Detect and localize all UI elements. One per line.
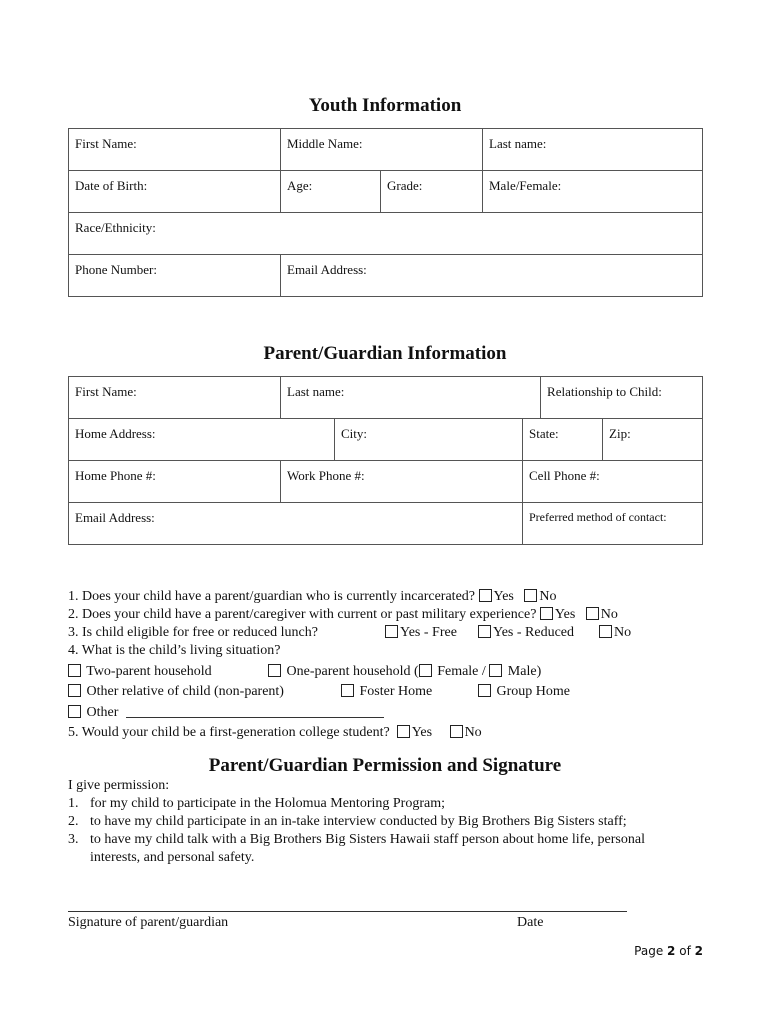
q4-female-label: Female / [437, 664, 486, 679]
page-indicator [634, 944, 703, 958]
q4-male-checkbox[interactable] [489, 664, 502, 677]
question-5 [68, 724, 482, 741]
question-4-text: 4. What is the child’s living situation? [68, 643, 281, 658]
q4-row-2 [68, 683, 668, 700]
parent-first-name-field[interactable]: First Name: [69, 377, 281, 419]
youth-first-name-field[interactable]: First Name: [69, 129, 281, 171]
question-3-text: 3. Is child eligible for free or reduced lunch? [68, 625, 318, 640]
parent-last-name-field[interactable]: Last name: [281, 377, 541, 419]
q3-free-checkbox[interactable] [385, 625, 398, 638]
q4-foster-checkbox[interactable] [341, 684, 354, 697]
q1-no-label: No [539, 589, 557, 604]
q5-yes-label: Yes [411, 725, 433, 740]
permission-item-3 [68, 831, 645, 849]
q4-group-checkbox[interactable] [478, 684, 491, 697]
q4-row-1 [68, 663, 668, 680]
page-word: Page [634, 944, 664, 958]
q3-no-label: No [614, 625, 632, 640]
parent-cell-phone-field[interactable]: Cell Phone #: [523, 461, 703, 503]
parent-info-table [68, 376, 703, 545]
permission-intro: I give permission: [68, 778, 170, 793]
signature-label: Signature of parent/guardian [68, 915, 229, 930]
q4-row-3 [68, 704, 118, 721]
permission-item-3-continued: interests, and personal safety. [90, 850, 255, 865]
q2-no-label: No [600, 607, 618, 622]
question-5-text: 5. Would your child be a first-generation college student? [68, 725, 390, 740]
q4-one-parent-checkbox[interactable] [268, 664, 281, 677]
q1-yes-label: Yes [493, 589, 514, 604]
question-2-text: 2. Does your child have a parent/caregiver with current or past military experience? [68, 607, 537, 622]
permission-item-text: for my child to participate in the Holomua Mentoring Program; [90, 796, 445, 811]
youth-email-field[interactable]: Email Address: [281, 255, 703, 297]
youth-race-field[interactable]: Race/Ethnicity: [69, 213, 703, 255]
q2-no-checkbox[interactable] [586, 607, 599, 620]
q4-other-relative-checkbox[interactable] [68, 684, 81, 697]
parent-work-phone-field[interactable]: Work Phone #: [281, 461, 523, 503]
q3-free-label: Yes - Free [400, 625, 457, 640]
parent-city-field[interactable]: City: [335, 419, 523, 461]
question-1-text: 1. Does your child have a parent/guardian who is currently incarcerated? [68, 589, 475, 604]
parent-preferred-contact-field[interactable]: Preferred method of contact: [523, 503, 703, 545]
q1-yes-checkbox[interactable] [479, 589, 492, 602]
question-2 [68, 606, 618, 623]
q3-reduced-checkbox[interactable] [478, 625, 491, 638]
parent-address-field[interactable]: Home Address: [69, 419, 335, 461]
youth-info-table [68, 128, 703, 297]
date-label: Date [517, 915, 544, 930]
q4-two-parent-checkbox[interactable] [68, 664, 81, 677]
q4-group-label: Group Home [496, 684, 570, 699]
signature-line[interactable] [68, 898, 627, 912]
youth-phone-field[interactable]: Phone Number: [69, 255, 281, 297]
youth-dob-field[interactable]: Date of Birth: [69, 171, 281, 213]
permission-item-number: 3. [68, 832, 79, 847]
permission-item-2 [68, 813, 627, 831]
youth-sex-field[interactable]: Male/Female: [483, 171, 703, 213]
q2-yes-checkbox[interactable] [540, 607, 553, 620]
permission-item-text: to have my child talk with a Big Brothers Big Sisters Hawaii staff person about home life, personal [90, 832, 645, 847]
q5-yes-checkbox[interactable] [397, 725, 410, 738]
q4-female-checkbox[interactable] [419, 664, 432, 677]
q4-two-parent-label: Two-parent household [86, 664, 212, 679]
youth-grade-field[interactable]: Grade: [381, 171, 483, 213]
q4-other-checkbox[interactable] [68, 705, 81, 718]
youth-info-heading: Youth Information [308, 95, 462, 116]
parent-email-field[interactable]: Email Address: [69, 503, 523, 545]
q3-reduced-label: Yes - Reduced [493, 625, 575, 640]
parent-info-heading: Parent/Guardian Information [263, 343, 507, 364]
permission-item-text: to have my child participate in an in-take interview conducted by Big Brothers Big Sisters staff; [90, 814, 627, 829]
youth-middle-name-field[interactable]: Middle Name: [281, 129, 483, 171]
permission-item-number: 1. [68, 796, 79, 811]
parent-zip-field[interactable]: Zip: [603, 419, 703, 461]
q4-other-line[interactable] [126, 702, 384, 718]
question-3 [68, 624, 668, 641]
youth-last-name-field[interactable]: Last name: [483, 129, 703, 171]
permission-item-number: 2. [68, 814, 79, 829]
q1-no-checkbox[interactable] [524, 589, 537, 602]
parent-relationship-field[interactable]: Relationship to Child: [541, 377, 703, 419]
total-pages-number: 2 [694, 944, 703, 958]
q4-one-parent-label: One-parent household ( [286, 664, 419, 679]
parent-state-field[interactable]: State: [523, 419, 603, 461]
q4-other-label: Other [86, 705, 119, 720]
youth-age-field[interactable]: Age: [281, 171, 381, 213]
parent-home-phone-field[interactable]: Home Phone #: [69, 461, 281, 503]
q5-no-label: No [464, 725, 482, 740]
q3-no-checkbox[interactable] [599, 625, 612, 638]
of-word: of [679, 944, 691, 958]
q5-no-checkbox[interactable] [450, 725, 463, 738]
q4-foster-label: Foster Home [359, 684, 433, 699]
q4-male-label: Male) [507, 664, 542, 679]
q2-yes-label: Yes [554, 607, 576, 622]
permission-heading: Parent/Guardian Permission and Signature [208, 755, 562, 776]
permission-item-1 [68, 795, 445, 813]
q4-other-relative-label: Other relative of child (non-parent) [86, 684, 284, 699]
question-1 [68, 588, 557, 605]
current-page-number: 2 [667, 944, 676, 958]
